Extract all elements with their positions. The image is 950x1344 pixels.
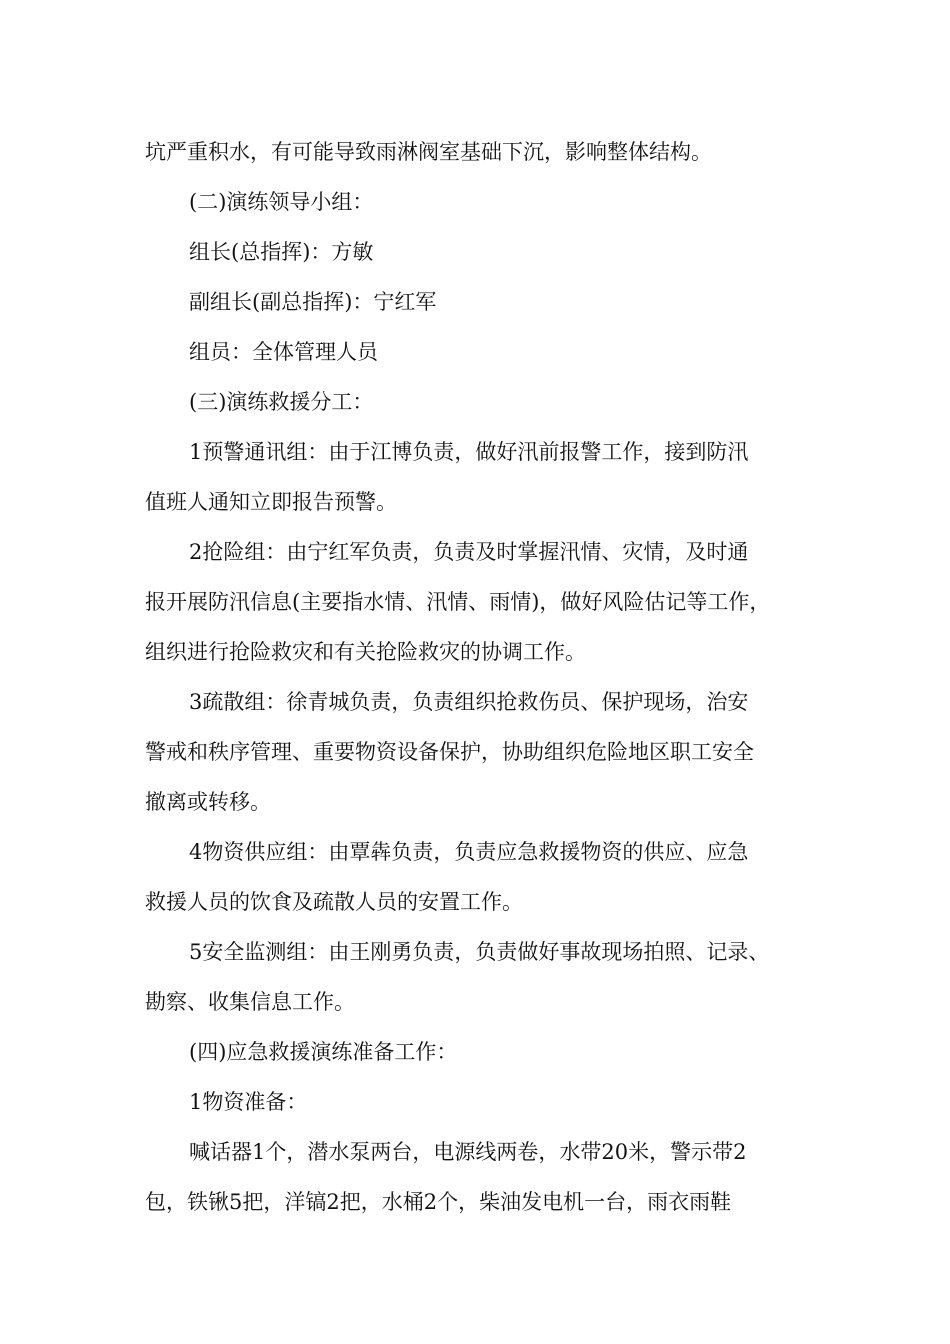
paragraph-line: 副组长(副总指挥)：宁红军 xyxy=(189,290,437,314)
paragraph-line: 4物资供应组：由覃犇负责，负责应急救援物资的供应、应急 xyxy=(189,840,749,864)
paragraph-line: 坑严重积水，有可能导致雨淋阀室基础下沉，影响整体结构。 xyxy=(145,140,712,164)
section-heading-preparation: (四)应急救援演练准备工作： xyxy=(189,1040,458,1064)
section-heading-leadership: (二)演练领导小组： xyxy=(189,190,374,214)
paragraph-line: 喊话器1个，潜水泵两台，电源线两卷，水带20米，警示带2 xyxy=(189,1140,747,1164)
paragraph-line: 3疏散组：徐青城负责，负责组织抢救伤员、保护现场，治安 xyxy=(189,690,749,714)
paragraph-line: 警戒和秩序管理、重要物资设备保护，协助组织危险地区职工安全 xyxy=(145,740,754,764)
paragraph-line: 2抢险组：由宁红军负责，负责及时掌握汛情、灾情，及时通 xyxy=(189,540,749,564)
document-body xyxy=(145,127,825,1227)
paragraph-line: 值班人通知立即报告预警。 xyxy=(145,490,397,514)
paragraph-line: 撤离或转移。 xyxy=(145,790,271,814)
paragraph-line: 1物资准备： xyxy=(189,1090,308,1114)
paragraph-line: 5安全监测组：由王刚勇负责，负责做好事故现场拍照、记录、 xyxy=(189,940,770,964)
paragraph-line: 1预警通讯组：由于江博负责，做好汛前报警工作，接到防汛 xyxy=(189,440,749,464)
paragraph-line: 救援人员的饮食及疏散人员的安置工作。 xyxy=(145,890,523,914)
paragraph-line: 组长(总指挥)：方敏 xyxy=(189,240,374,264)
paragraph-line: 组织进行抢险救灾和有关抢险救灾的协调工作。 xyxy=(145,640,586,664)
section-heading-division: (三)演练救援分工： xyxy=(189,390,374,414)
paragraph-line: 包，铁锹5把，洋镐2把，水桶2个，柴油发电机一台，雨衣雨鞋 xyxy=(145,1190,732,1214)
paragraph-line: 报开展防汛信息(主要指水情、汛情、雨情)，做好风险估记等工作， xyxy=(145,590,771,614)
paragraph-line: 组员：全体管理人员 xyxy=(189,340,378,364)
paragraph-line: 勘察、收集信息工作。 xyxy=(145,990,355,1014)
